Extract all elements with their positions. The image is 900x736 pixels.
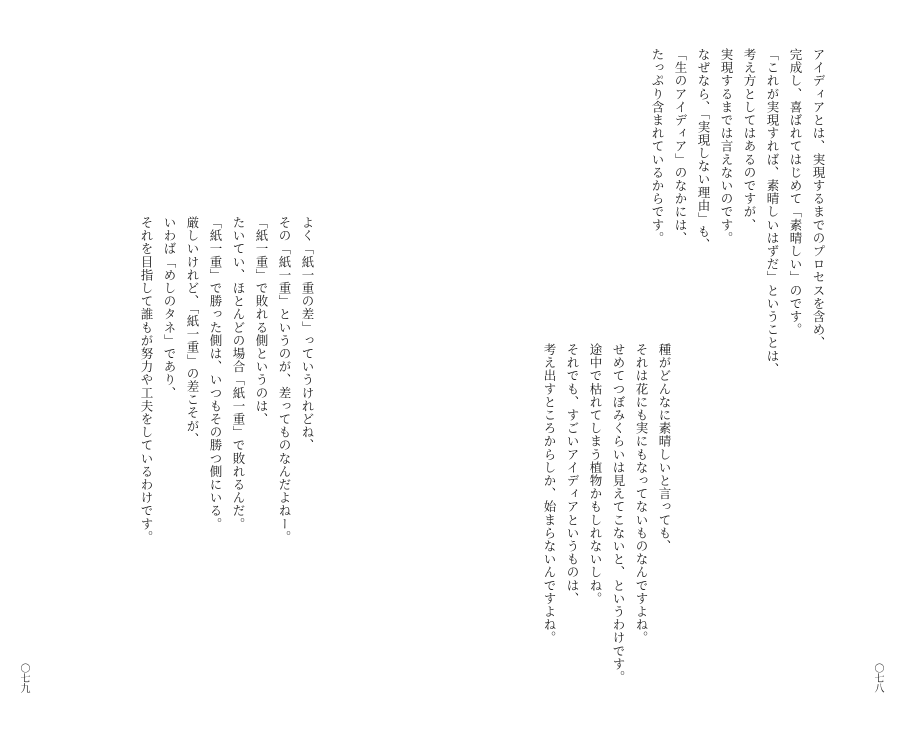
text-line: アイディアとは、実現するまでのプロセスを含め、 — [811, 48, 826, 350]
text-line: 考え出すところからしか、始まらないんですよね。 — [542, 343, 557, 645]
text-line: それを目指して誰もが努力や工夫をしているわけです。 — [139, 216, 154, 544]
text-line: よく「紙一重の差」っていうけれどね、 — [300, 216, 315, 452]
text-line: いわば「めしのタネ」であり、 — [162, 216, 177, 400]
text-line: 途中で枯れてしまう植物かもしれないしね。 — [588, 343, 603, 605]
text-line: せめてつぼみくらいは見えてこないと、というわけです。 — [611, 343, 626, 684]
page-number-left: 〇七九 — [18, 663, 29, 693]
text-line: それは花にも実にもなってないものなんですよね。 — [634, 343, 649, 645]
text-line: 「紙一重」で敗れる側というのは、 — [254, 216, 269, 426]
text-line: 実現するまでは言えないのです。 — [719, 48, 734, 245]
text-line: たっぷり含まれているからです。 — [650, 48, 665, 245]
text-line: 厳しいけれど、「紙一重」の差こそが、 — [185, 216, 200, 446]
text-line: 考え方としてはあるのですが、 — [742, 48, 757, 232]
text-line: 種がどんなに素晴しいと言っても、 — [657, 343, 672, 553]
text-line: 「これが実現すれば、素晴しいはずだ」ということは、 — [765, 48, 780, 376]
text-line: 完成し、喜ばれてはじめて「素晴しい」のです。 — [788, 48, 803, 337]
text-line: その「紙一重」というのが、差ってものなんだよねー。 — [277, 216, 292, 544]
text-line: 「生のアイディア」のなかには、 — [673, 48, 688, 245]
text-line: それでも、すごいアイディアというものは、 — [565, 343, 580, 605]
page-number-right: 〇七八 — [872, 663, 883, 693]
text-line: 「紙一重」で勝った側は、いつもその勝つ側にいる。 — [208, 216, 223, 531]
text-line: なぜなら、「実現しない理由」も、 — [696, 48, 711, 252]
text-line: たいてい、ほとんどの場合「紙一重」で敗れるんだ。 — [231, 216, 246, 531]
text-block-paper-thin-difference — [135, 216, 319, 544]
text-block-idea-definition — [646, 48, 830, 376]
text-block-seed-metaphor — [538, 343, 676, 684]
